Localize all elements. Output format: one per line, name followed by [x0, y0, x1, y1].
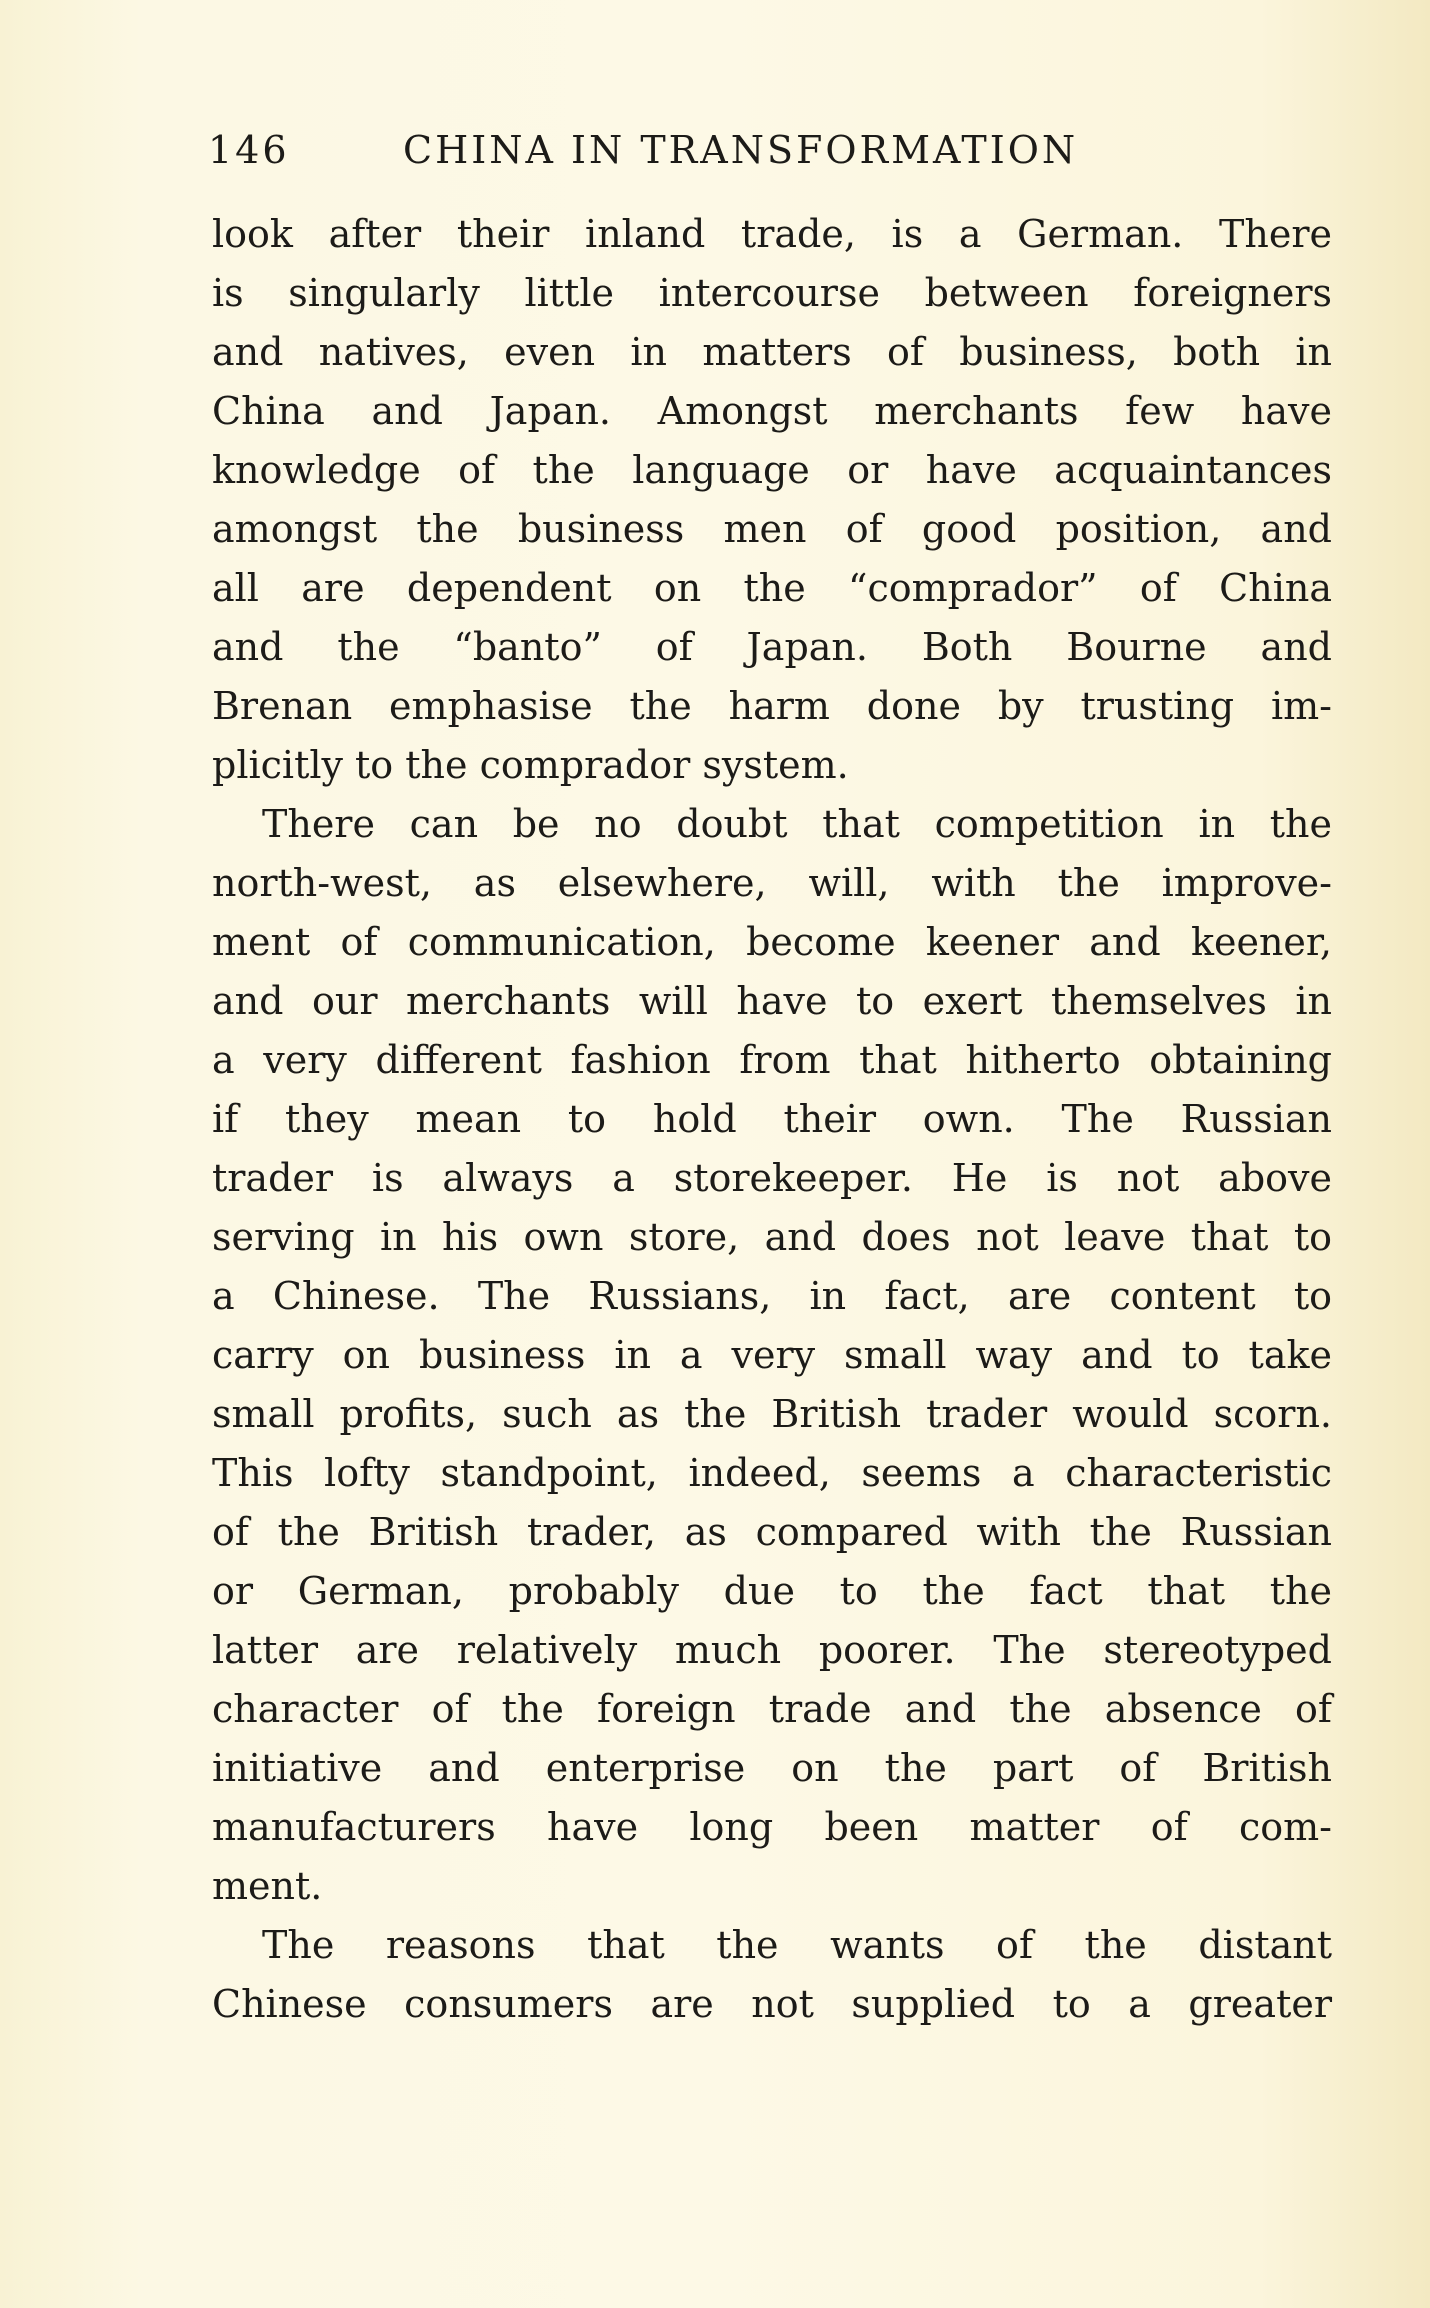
text-line: initiative and enterprise on the part of British	[212, 1746, 1332, 1790]
page-number: 146	[208, 128, 290, 172]
text-line: Brenan emphasise the harm done by trusting im-	[212, 684, 1332, 728]
text-line: amongst the business men of good position, and	[212, 507, 1332, 551]
paragraph-2	[212, 795, 1332, 1916]
text-line: latter are relatively much poorer. The stereotyped	[212, 1628, 1332, 1672]
text-line: a Chinese. The Russians, in fact, are content to	[212, 1274, 1332, 1318]
text-line: China and Japan. Amongst merchants few have	[212, 389, 1332, 433]
text-line: look after their inland trade, is a German. There	[212, 212, 1332, 256]
text-line: ment.	[212, 1864, 323, 1908]
text-line: if they mean to hold their own. The Russian	[212, 1097, 1332, 1141]
running-head: CHINA IN TRANSFORMATION	[403, 128, 1079, 172]
text-line: and the “banto” of Japan. Both Bourne and	[212, 625, 1332, 669]
text-line: trader is always a storekeeper. He is not above	[212, 1156, 1332, 1200]
text-line: small profits, such as the British trader would scorn.	[212, 1392, 1332, 1436]
text-line: serving in his own store, and does not leave that to	[212, 1215, 1332, 1259]
text-line: is singularly little intercourse between foreigners	[212, 271, 1332, 315]
text-line: knowledge of the language or have acquaintances	[212, 448, 1332, 492]
body-text	[212, 205, 1332, 2034]
text-line: plicitly to the comprador system.	[212, 743, 849, 787]
text-line: carry on business in a very small way and to take	[212, 1333, 1332, 1377]
text-line: manufacturers have long been matter of com-	[212, 1805, 1332, 1849]
text-line: There can be no doubt that competition in the	[262, 802, 1332, 846]
text-line: a very different fashion from that hitherto obtaining	[212, 1038, 1332, 1082]
text-line: and natives, even in matters of business, both in	[212, 330, 1332, 374]
text-line: character of the foreign trade and the absence of	[212, 1687, 1332, 1731]
text-line: ment of communication, become keener and keener,	[212, 920, 1332, 964]
text-line: This lofty standpoint, indeed, seems a characteristic	[212, 1451, 1332, 1495]
text-line: The reasons that the wants of the distant	[262, 1923, 1332, 1967]
text-line: all are dependent on the “comprador” of China	[212, 566, 1332, 610]
text-line: or German, probably due to the fact that the	[212, 1569, 1332, 1613]
text-line: north-west, as elsewhere, will, with the improve-	[212, 861, 1332, 905]
text-line: of the British trader, as compared with the Russian	[212, 1510, 1332, 1554]
text-line: Chinese consumers are not supplied to a greater	[212, 1982, 1332, 2026]
page-header	[208, 128, 1136, 178]
paragraph-1	[212, 205, 1332, 795]
paragraph-3	[212, 1916, 1332, 2034]
text-line: and our merchants will have to exert themselves in	[212, 979, 1332, 1023]
